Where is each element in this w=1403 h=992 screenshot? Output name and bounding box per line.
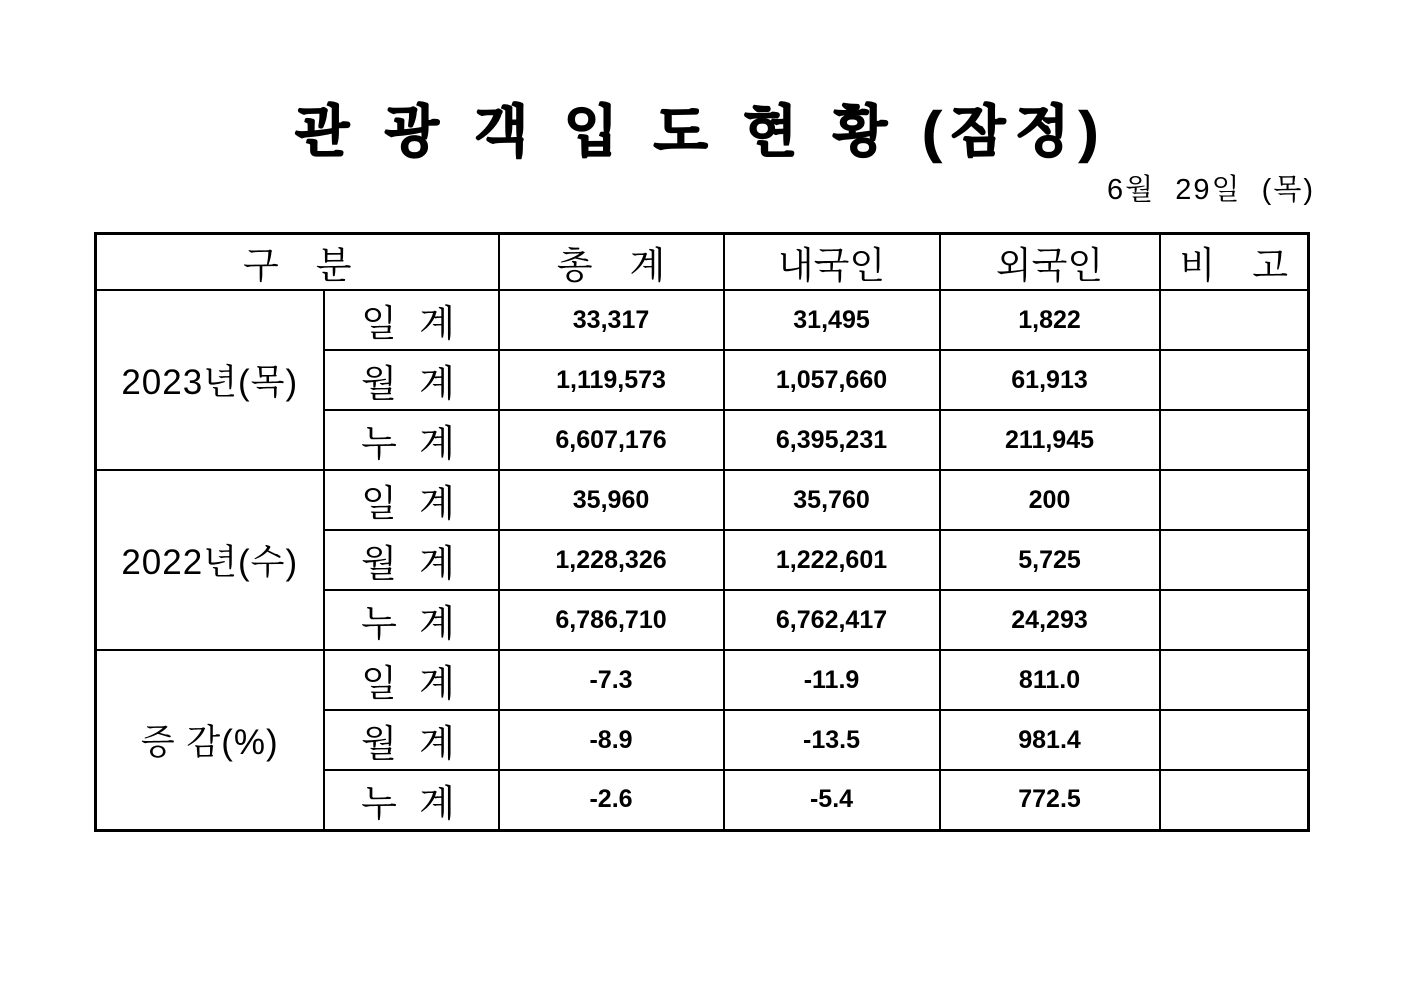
remarks-cell	[1160, 590, 1309, 650]
table-row	[96, 650, 1309, 710]
foreign-value-cell: 772.5	[940, 770, 1160, 830]
total-value-cell: 33,317	[499, 290, 724, 350]
domestic-value-cell: 35,760	[724, 470, 940, 530]
remarks-cell	[1160, 710, 1309, 770]
row-type-cell: 월 계	[324, 350, 499, 410]
domestic-value-cell: 31,495	[724, 290, 940, 350]
row-type-cell: 일 계	[324, 650, 499, 710]
header-category: 구 분	[96, 234, 499, 291]
header-remarks: 비 고	[1160, 234, 1309, 291]
row-type-cell: 월 계	[324, 530, 499, 590]
total-value-cell: 6,607,176	[499, 410, 724, 470]
foreign-value-cell: 211,945	[940, 410, 1160, 470]
domestic-value-cell: 6,395,231	[724, 410, 940, 470]
header-total: 총 계	[499, 234, 724, 291]
total-value-cell: -7.3	[499, 650, 724, 710]
report-date: 6월 29일 (목)	[1107, 174, 1315, 206]
total-value-cell: -2.6	[499, 770, 724, 830]
row-type-cell: 누 계	[324, 770, 499, 830]
header-foreign: 외국인	[940, 234, 1160, 291]
foreign-value-cell: 200	[940, 470, 1160, 530]
foreign-value-cell: 981.4	[940, 710, 1160, 770]
row-type-cell: 누 계	[324, 410, 499, 470]
domestic-value-cell: -11.9	[724, 650, 940, 710]
page-title: 관 광 객 입 도 현 황 (잠정)	[294, 100, 1109, 163]
total-value-cell: 6,786,710	[499, 590, 724, 650]
group-label-2023: 2023년(목)	[96, 290, 324, 470]
domestic-value-cell: -13.5	[724, 710, 940, 770]
domestic-value-cell: -5.4	[724, 770, 940, 830]
header-domestic: 내국인	[724, 234, 940, 291]
foreign-value-cell: 5,725	[940, 530, 1160, 590]
remarks-cell	[1160, 470, 1309, 530]
group-label-change: 증 감(%)	[96, 650, 324, 830]
foreign-value-cell: 1,822	[940, 290, 1160, 350]
remarks-cell	[1160, 530, 1309, 590]
remarks-cell	[1160, 770, 1309, 830]
domestic-value-cell: 1,057,660	[724, 350, 940, 410]
remarks-cell	[1160, 650, 1309, 710]
row-type-cell: 누 계	[324, 590, 499, 650]
remarks-cell	[1160, 290, 1309, 350]
domestic-value-cell: 1,222,601	[724, 530, 940, 590]
foreign-value-cell: 61,913	[940, 350, 1160, 410]
foreign-value-cell: 811.0	[940, 650, 1160, 710]
table-row	[96, 290, 1309, 350]
row-type-cell: 일 계	[324, 470, 499, 530]
table-row	[96, 470, 1309, 530]
foreign-value-cell: 24,293	[940, 590, 1160, 650]
remarks-cell	[1160, 410, 1309, 470]
row-type-cell: 일 계	[324, 290, 499, 350]
group-label-2022: 2022년(수)	[96, 470, 324, 650]
total-value-cell: 35,960	[499, 470, 724, 530]
total-value-cell: 1,228,326	[499, 530, 724, 590]
total-value-cell: -8.9	[499, 710, 724, 770]
row-type-cell: 월 계	[324, 710, 499, 770]
remarks-cell	[1160, 350, 1309, 410]
table-header-row	[96, 234, 1309, 291]
tourist-arrivals-table	[94, 232, 1310, 832]
domestic-value-cell: 6,762,417	[724, 590, 940, 650]
total-value-cell: 1,119,573	[499, 350, 724, 410]
